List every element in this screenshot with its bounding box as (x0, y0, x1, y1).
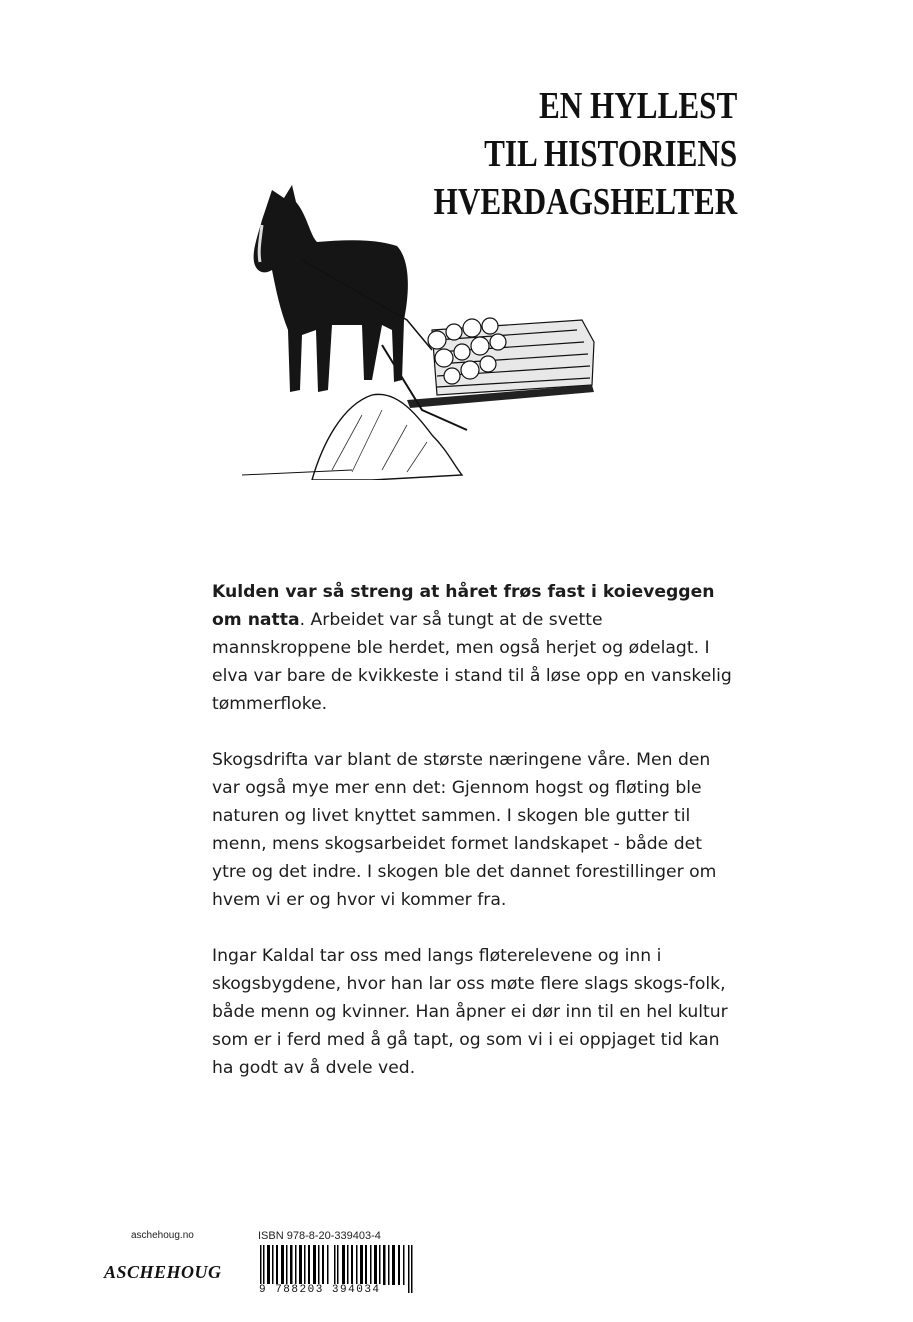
publisher-url[interactable]: aschehoug.no (131, 1230, 194, 1241)
blurb-paragraph-2: Skogsdrifta var blant de største næringene våre. Men den var også mye mer enn det: Gjennom hogst og fløting ble naturen og livet knyttet sammen. I skogen ble gutter til menn, mens skogsarbeidet formet landskapet - både det ytre og det indre. I skogen ble det dannet forestillinger om hvem vi er og hvor vi kommer fra. (212, 750, 717, 910)
blurb-lead-bold: Kulden var så streng at håret frøs fast i koieveggen om natta (212, 582, 715, 630)
headline-line-3: HVERDAGSHELTER (433, 181, 737, 223)
horse-with-log-sled-icon (232, 180, 602, 480)
blurb-paragraph-3: Ingar Kaldal tar oss med langs fløterelevene og inn i skogsbygdene, hvor han lar oss møte flere slags skogs-folk, både menn og kvinner. Han åpner ei dør inn til en hel kultur som er i ferd med å gå tapt, og som vi i ei oppjaget tid kan ha godt av å dvele ved. (212, 946, 728, 1078)
headline-line-2: TIL HISTORIENS (483, 133, 737, 175)
isbn-label: ISBN 978-8-20-339403-4 (258, 1230, 381, 1242)
headline-line-1: EN HYLLEST (538, 85, 737, 127)
blurb-paragraph-1-rest: . Arbeidet var så tungt at de svette mannskroppene ble herdet, men også herjet og ødelagt. I elva var bare de kvikkeste i stand til å løse opp en vanskelig tømmerfloke. (212, 610, 732, 714)
barcode-number: 9 788203 394034 (259, 1284, 381, 1296)
publisher-logo: ASCHEHOUG (104, 1262, 222, 1282)
blurb-paragraph-1 (212, 578, 732, 718)
blurb (212, 578, 732, 1110)
